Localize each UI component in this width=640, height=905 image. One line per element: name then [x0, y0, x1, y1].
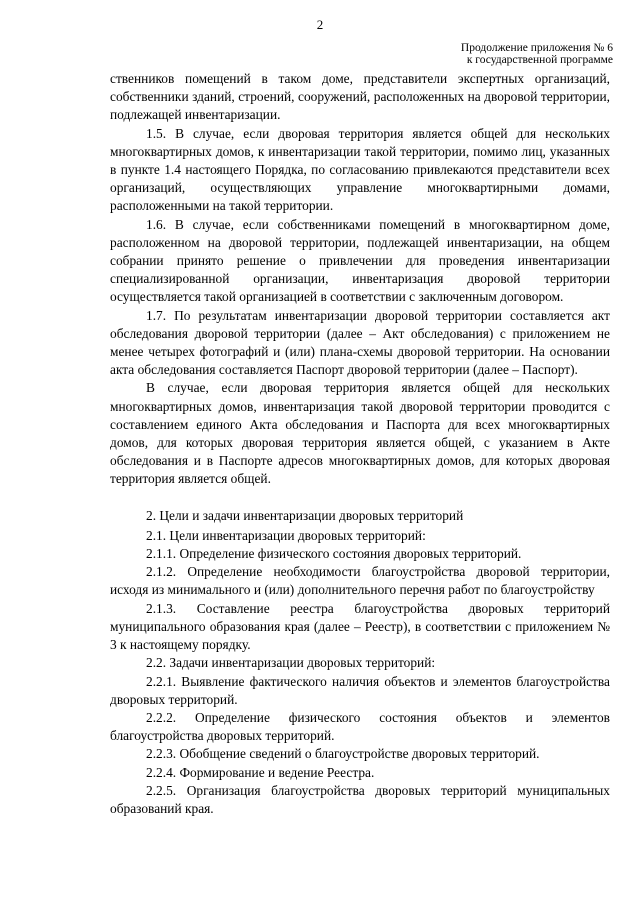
- paragraph-2-2-3: 2.2.3. Обобщение сведений о благоустройстве дворовых территорий.: [146, 746, 540, 762]
- paragraph-2-2-1: 2.2.1. Выявление фактического наличия объектов и элементов благоустройства дворовых территорий.: [110, 673, 610, 707]
- paragraph-continuation: ственников помещений в таком доме, представители экспертных организаций, собственники зданий, строений, сооружений, расположенных на дворовой территории, подлежащей инвентаризации.: [110, 71, 610, 123]
- appendix-header-line-2: к государственной программе: [466, 54, 613, 66]
- paragraph-2-2: 2.2. Задачи инвентаризации дворовых территорий:: [146, 655, 436, 671]
- paragraph-1-7: 1.7. По результатам инвентаризации дворовой территории составляется акт обследования дворовой территории (далее – Акт обследования) с приложением не менее четырех фотографий и (или) плана-схемы дворовой территории. На основании акта обследования составляется Паспорт дворовой территории (далее – Паспорт).: [110, 307, 610, 378]
- paragraph-2-2-4: 2.2.4. Формирование и ведение Реестра.: [146, 764, 375, 780]
- paragraph-2-2-2: 2.2.2. Определение физического состояния объектов и элементов благоустройства дворовых территорий.: [110, 709, 610, 744]
- section-2-title: 2. Цели и задачи инвентаризации дворовых территорий: [146, 507, 464, 523]
- paragraph-1-6: 1.6. В случае, если собственниками помещений в многоквартирном доме, расположенном на дворовой территории, подлежащей инвентаризации, на общем собрании принято решение о привлечении для проведения инвентаризации специализированной организации, инвентаризация дворовой территории осуществляется такой организацией в соответствии с заключенным договором.: [110, 216, 610, 305]
- page-number: 2: [316, 17, 324, 32]
- paragraph-1-5: 1.5. В случае, если дворовая территория является общей для нескольких многоквартирных домов, к инвентаризации такой территории, помимо лиц, указанных в пункте 1.4 настоящего Порядка, по согласованию привлекаются представители всех организаций, осуществляющих управление многоквартирными домами, расположенными на такой территории.: [110, 125, 610, 214]
- document-body: [110, 70, 610, 818]
- paragraph-2-1: 2.1. Цели инвентаризации дворовых территорий:: [146, 527, 426, 543]
- paragraph-2-1-1: 2.1.1. Определение физического состояния дворовых территорий.: [146, 546, 522, 562]
- appendix-header: [461, 42, 613, 66]
- paragraph-2-1-3: 2.1.3. Составление реестра благоустройства дворовых территорий муниципального образования края (далее – Реестр), в соответствии с приложением № 3 к настоящему порядку.: [110, 600, 610, 653]
- paragraph-1-7-continued: В случае, если дворовая территория является общей для нескольких многоквартирных домов, инвентаризация такой дворовой территории проводится с составлением единого Акта обследования и Паспорта для всех многоквартирных домов, для которых дворовая территория является общей, с указанием в Акте обследования и в Паспорте адресов многоквартирных домов, для которых дворовая территория является общей.: [110, 380, 610, 487]
- appendix-header-line-1: Продолжение приложения № 6: [460, 42, 613, 54]
- paragraph-2-2-5: 2.2.5. Организация благоустройства дворовых территорий муниципальных образований края.: [110, 782, 610, 816]
- paragraph-2-1-2: 2.1.2. Определение необходимости благоустройства дворовой территории, исходя из минимального и (или) дополнительного перечня работ по благоустройству: [110, 564, 610, 598]
